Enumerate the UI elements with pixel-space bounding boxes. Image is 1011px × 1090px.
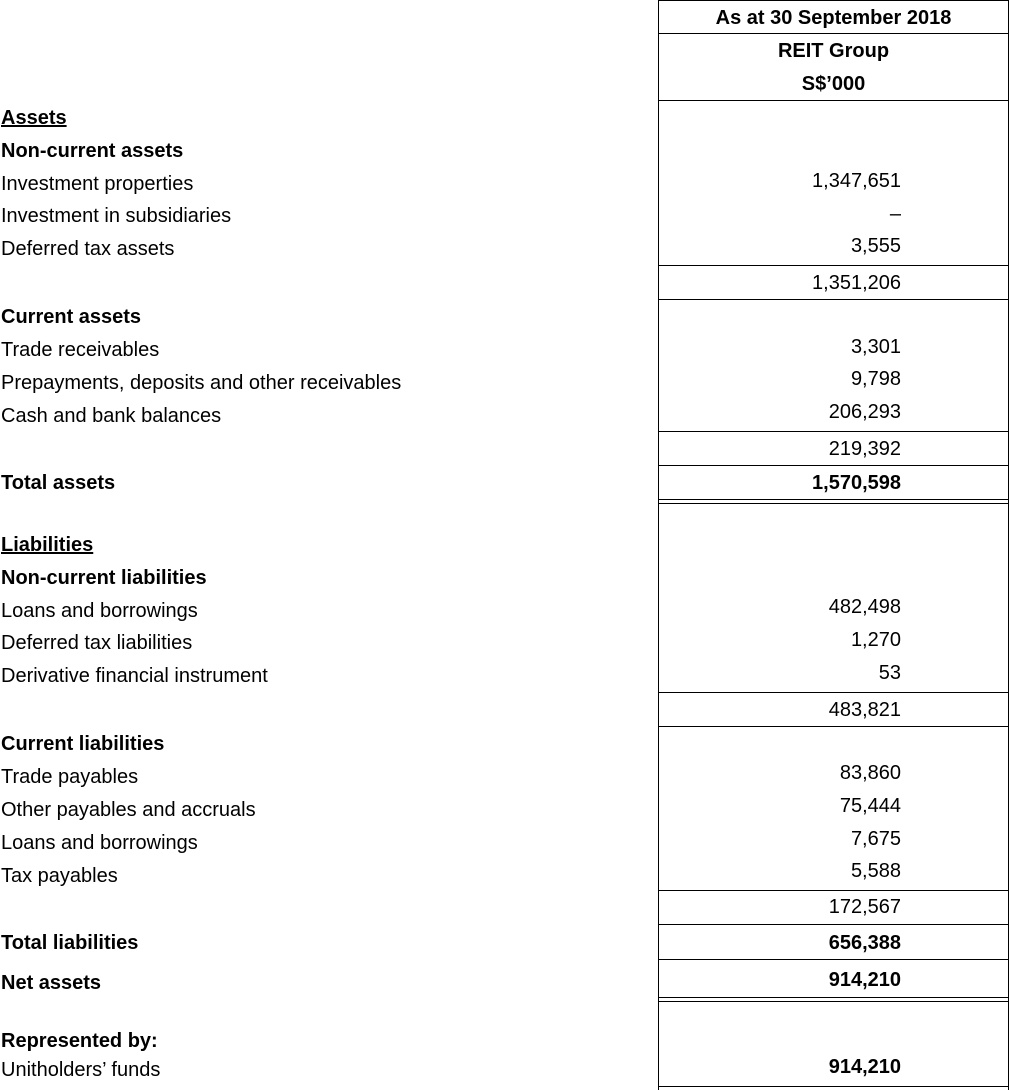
non-current-liabilities-subtotal: 483,821 — [828, 699, 901, 721]
unitholders-funds-value: 914,210 — [828, 1056, 901, 1078]
rule-ncl-subtotal-bottom — [658, 726, 1009, 727]
line-item-label: Investment in subsidiaries — [1, 205, 232, 227]
current-liabilities-subtotal: 172,567 — [828, 896, 901, 918]
current-assets-heading: Current assets — [1, 306, 142, 328]
line-item-value: 75,444 — [839, 795, 901, 817]
line-item-value: 9,798 — [850, 368, 901, 390]
represented-by-heading: Represented by: — [1, 1030, 158, 1052]
unitholders-funds-label: Unitholders’ funds — [1, 1059, 161, 1081]
non-current-assets-heading: Non-current assets — [1, 140, 184, 162]
rule-header-split — [658, 33, 1009, 34]
current-liabilities-heading: Current liabilities — [1, 733, 165, 755]
line-item-value: 3,301 — [850, 336, 901, 358]
line-item-value: 206,293 — [828, 401, 901, 423]
line-item-value: 482,498 — [828, 596, 901, 618]
liabilities-heading: Liabilities — [1, 534, 94, 556]
rule-header-bottom — [658, 100, 1009, 101]
rule-nca-subtotal-bottom — [658, 299, 1009, 300]
line-item-label: Tax payables — [1, 865, 118, 887]
rule-ncl-subtotal-top — [658, 692, 1009, 693]
non-current-assets-subtotal: 1,351,206 — [812, 272, 901, 294]
line-item-value: 7,675 — [850, 828, 901, 850]
total-assets-label: Total assets — [1, 472, 116, 494]
current-assets-subtotal: 219,392 — [828, 438, 901, 460]
rule-ca-subtotal-bottom — [658, 465, 1009, 466]
column-entity-header: REIT Group — [777, 40, 890, 62]
rule-total-liab-bottom — [658, 959, 1009, 960]
rule-net-assets-bottom-2 — [658, 1001, 1009, 1002]
line-item-value: 83,860 — [839, 762, 901, 784]
column-unit-header: S$’000 — [801, 73, 866, 95]
line-item-label: Deferred tax liabilities — [1, 632, 193, 654]
line-item-label: Prepayments, deposits and other receivables — [1, 372, 402, 394]
line-item-label: Investment properties — [1, 173, 194, 195]
rule-cl-subtotal-bottom — [658, 924, 1009, 925]
line-item-label: Other payables and accruals — [1, 799, 256, 821]
line-item-label: Trade payables — [1, 766, 139, 788]
rule-total-assets-bottom-2 — [658, 503, 1009, 504]
line-item-value: 3,555 — [850, 235, 901, 257]
rule-nca-subtotal-top — [658, 265, 1009, 266]
line-item-label: Loans and borrowings — [1, 600, 198, 622]
line-item-value: – — [889, 203, 901, 225]
total-liabilities-label: Total liabilities — [1, 932, 139, 954]
line-item-value: 1,270 — [850, 629, 901, 651]
rule-top — [658, 0, 1009, 1]
line-item-label: Trade receivables — [1, 339, 160, 361]
line-item-label: Loans and borrowings — [1, 832, 198, 854]
column-date-header: As at 30 September 2018 — [715, 7, 952, 29]
line-item-label: Derivative financial instrument — [1, 665, 268, 687]
rule-net-assets-bottom-1 — [658, 997, 1009, 998]
rule-cl-subtotal-top — [658, 890, 1009, 891]
line-item-value: 1,347,651 — [812, 170, 901, 192]
values-column-frame — [658, 0, 1009, 1090]
net-assets-label: Net assets — [1, 972, 102, 994]
line-item-label: Deferred tax assets — [1, 238, 175, 260]
line-item-value: 53 — [878, 662, 901, 684]
net-assets-value: 914,210 — [828, 969, 901, 991]
non-current-liabilities-heading: Non-current liabilities — [1, 567, 207, 589]
rule-ca-subtotal-top — [658, 431, 1009, 432]
rule-final — [658, 1086, 1009, 1087]
total-assets-value: 1,570,598 — [812, 472, 901, 494]
line-item-label: Cash and bank balances — [1, 405, 222, 427]
assets-heading: Assets — [1, 107, 67, 129]
rule-total-assets-bottom-1 — [658, 499, 1009, 500]
line-item-value: 5,588 — [850, 860, 901, 882]
total-liabilities-value: 656,388 — [828, 932, 901, 954]
